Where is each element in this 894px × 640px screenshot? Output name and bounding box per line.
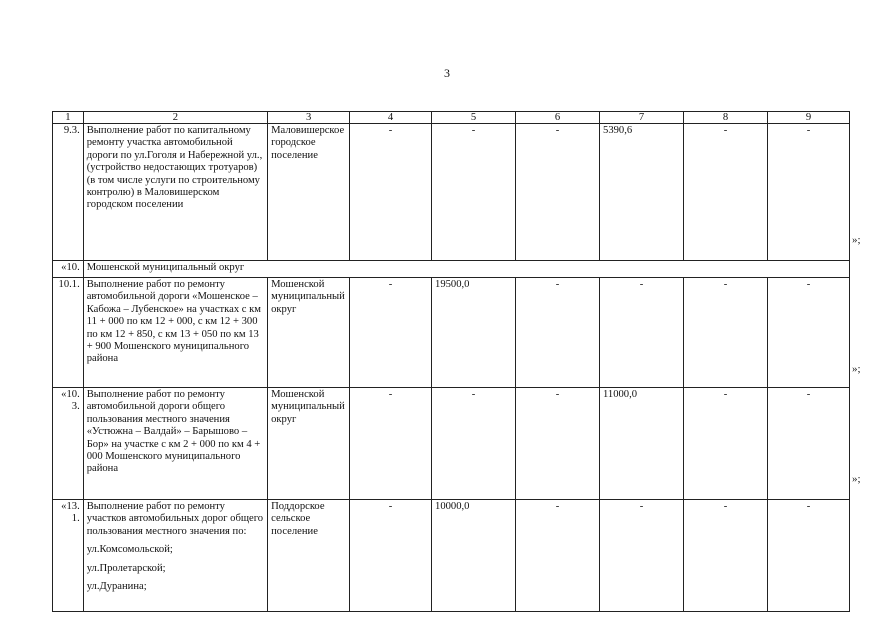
cell-col-6: -	[516, 278, 600, 388]
header-cell: 7	[600, 112, 684, 124]
recipient: Маловишерское городское поселение	[268, 124, 350, 261]
header-cell: 2	[83, 112, 267, 124]
cell-col-8: -	[684, 388, 768, 500]
work-description: Выполнение работ по ремонту автомобильной дороги «Мошенское – Кабожа – Лубенское» на участках с км 11 + 000 по км 12 + 000, с км 12 + 300 по км 12 + 850, с км 13 + 050 по км 13 + 900 Мошенского муниципального района	[83, 278, 267, 388]
row-number: 9.3.	[53, 124, 84, 261]
cell-col-5: 19500,0	[432, 278, 516, 388]
header-cell: 9	[768, 112, 850, 124]
cell-col-4: -	[350, 500, 432, 612]
cell-col-4: -	[350, 124, 432, 261]
cell-col-9: -	[768, 278, 850, 388]
recipient: Поддорское сельское поселение	[268, 500, 350, 612]
work-description: Выполнение работ по капитальному ремонту участка автомобильной дороги по ул.Гоголя и Набережной ул., (устройство недостающих тротуаров) (в том числе услуги по строительному контролю) в Маловишерском городском поселении	[83, 124, 267, 261]
header-cell: 1	[53, 112, 84, 124]
cell-col-5: -	[432, 388, 516, 500]
cell-col-5: 10000,0	[432, 500, 516, 612]
budget-table	[52, 111, 850, 612]
cell-col-7: 5390,6	[600, 124, 684, 261]
cell-col-7: 11000,0	[600, 388, 684, 500]
work-description	[83, 500, 267, 612]
section-number: «10.	[53, 261, 84, 278]
table-row	[53, 500, 850, 612]
row-number: 10.1.	[53, 278, 84, 388]
cell-col-6: -	[516, 124, 600, 261]
table-header-row	[53, 112, 850, 124]
header-cell: 6	[516, 112, 600, 124]
header-cell: 3	[268, 112, 350, 124]
street-item: ул.Дуранина;	[86, 581, 147, 593]
street-item: ул.Пролетарской;	[86, 562, 166, 574]
header-cell: 4	[350, 112, 432, 124]
section-row	[53, 261, 850, 278]
cell-col-8: -	[684, 124, 768, 261]
cell-col-5: -	[432, 124, 516, 261]
recipient: Мошенской муниципальный округ	[268, 278, 350, 388]
cell-col-7: -	[600, 500, 684, 612]
closing-quote-mark: »;	[852, 473, 861, 485]
cell-col-6: -	[516, 388, 600, 500]
row-number: «13.1.	[53, 500, 84, 612]
row-number: «10.3.	[53, 388, 84, 500]
cell-col-9: -	[768, 388, 850, 500]
work-description-text: Выполнение работ по ремонту участков автомобильных дорог общего пользования местного значения по:	[86, 501, 264, 537]
header-cell: 8	[684, 112, 768, 124]
cell-col-7: -	[600, 278, 684, 388]
closing-quote-mark: »;	[852, 234, 861, 246]
street-item: ул.Комсомольской;	[86, 544, 173, 556]
cell-col-9: -	[768, 500, 850, 612]
cell-col-4: -	[350, 388, 432, 500]
table-row	[53, 388, 850, 500]
closing-quote-mark: »;	[852, 363, 861, 375]
cell-col-8: -	[684, 500, 768, 612]
table-row	[53, 278, 850, 388]
header-cell: 5	[432, 112, 516, 124]
work-description: Выполнение работ по ремонту автомобильной дороги общего пользования местного значения «Устюжна – Валдай» – Барышово – Бор» на участке с км 2 + 000 по км 4 + 000 Мошенского муниципального района	[83, 388, 267, 500]
page-number: 3	[444, 66, 450, 80]
cell-col-9: -	[768, 124, 850, 261]
cell-col-8: -	[684, 278, 768, 388]
section-title: Мошенской муниципальный округ	[83, 261, 849, 278]
cell-col-6: -	[516, 500, 600, 612]
recipient: Мошенской муниципальный округ	[268, 388, 350, 500]
table-row	[53, 124, 850, 261]
cell-col-4: -	[350, 278, 432, 388]
